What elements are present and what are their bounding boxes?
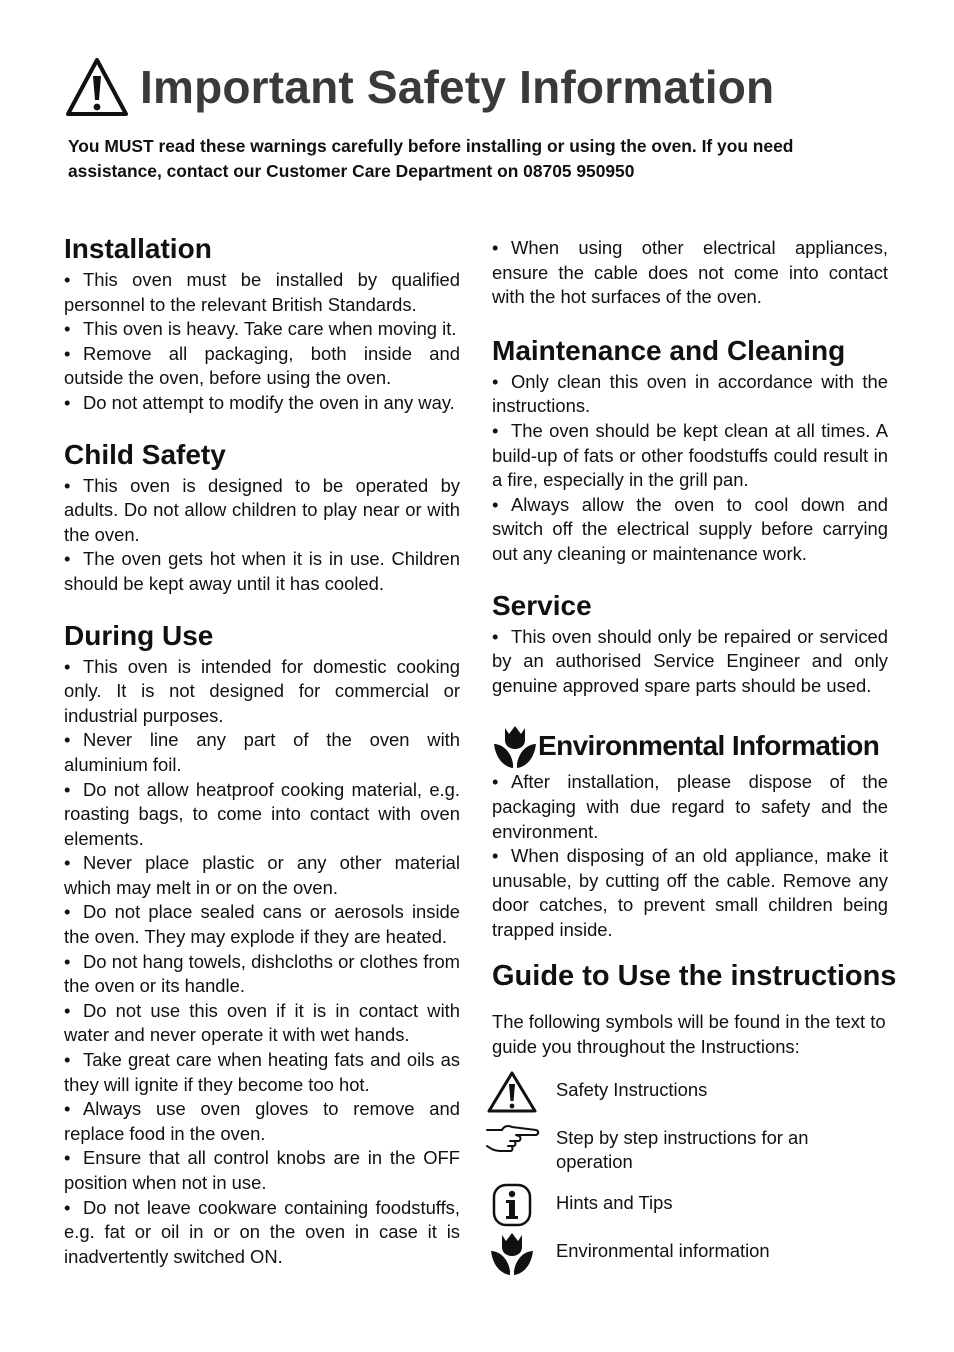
list-item: • This oven is designed to be operated by adults. Do not allow children to play near or with the oven.: [64, 474, 460, 545]
warning-triangle-icon: [486, 1070, 538, 1114]
tulip-icon: [492, 724, 538, 768]
list-item: • When using other electrical appliances, ensure the cable does not come into contact with the hot surfaces of the oven.: [492, 237, 888, 308]
bullet-list: [64, 655, 460, 1270]
guide-intro: The following symbols will be found in the text to guide you throughout the Instructions:: [492, 1011, 886, 1058]
list-item: • Do not allow heatproof cooking material, e.g. roasting bags, to come into contact with oven elements.: [64, 778, 460, 849]
maintenance-section: [492, 334, 888, 567]
bullet-list: [492, 770, 888, 942]
page-title: Important Safety Information: [140, 61, 775, 113]
list-item: • Only clean this oven in accordance with the instructions.: [492, 370, 888, 417]
guide-title: Guide to Use the instructions: [492, 960, 897, 993]
legend-label: Environmental information: [556, 1239, 770, 1261]
bullet-list: [492, 625, 888, 699]
warning-triangle-icon: [64, 56, 130, 118]
section-heading: Service: [492, 589, 592, 621]
bullet-list: [64, 474, 460, 597]
bullet-list: [64, 268, 460, 416]
list-item: • This oven must be installed by qualified personnel to the relevant British Standards.: [64, 269, 460, 315]
pointing-hand-icon: [484, 1118, 540, 1162]
child-safety-section: [64, 438, 460, 597]
list-item: • Do not leave cookware containing foodstuffs, e.g. fat or oil in or on the oven in case it is inadvertently switched ON.: [64, 1196, 460, 1267]
section-heading: Maintenance and Cleaning: [492, 334, 846, 366]
environmental-section: [492, 724, 888, 942]
legend-row-steps: [492, 1118, 888, 1175]
section-heading: Child Safety: [64, 438, 226, 470]
legend-row-environment: [492, 1231, 888, 1275]
environmental-heading-row: [492, 724, 888, 768]
list-item: • The oven should be kept clean at all times. A build-up of fats or other foodstuffs could result in a fire, especially in the grill pan.: [492, 419, 888, 491]
right-column: [492, 236, 897, 1275]
list-item: • This oven is heavy. Take care when moving it.: [64, 318, 457, 340]
section-heading: Installation: [64, 233, 212, 264]
list-item: • Always allow the oven to cool down and switch off the electrical supply before carrying out any cleaning or maintenance work.: [492, 493, 888, 564]
title-row: [64, 56, 884, 118]
section-heading: Environmental Information: [538, 730, 880, 762]
left-column: [64, 232, 460, 1291]
list-item: • Never line any part of the oven with aluminium foil.: [64, 729, 460, 775]
list-item: • Do not place sealed cans or aerosols inside the oven. They may explode if they are heated.: [64, 901, 460, 948]
page-header: [64, 56, 884, 184]
list-item: • This oven should only be repaired or serviced by an authorised Service Engineer and only genuine approved spare parts should be used.: [492, 625, 888, 696]
during-use-section: [64, 619, 460, 1270]
intro-warning: You MUST read these warnings carefully before installing or using the oven. If you need assistance, contact our Customer Care Department on 08705 950950: [68, 136, 794, 181]
service-section: [492, 589, 888, 699]
list-item: • Do not use this oven if it is in contact with water and never operate it with wet hands.: [64, 999, 460, 1046]
list-item: • Do not hang towels, dishcloths or clothes from the oven or its handle.: [64, 950, 460, 997]
list-item: • Always use oven gloves to remove and replace food in the oven.: [64, 1098, 460, 1144]
list-item: • After installation, please dispose of the packaging with due regard to safety and the environment.: [492, 771, 888, 842]
list-item: • When disposing of an old appliance, make it unusable, by cutting off the cable. Remove any door catches, to prevent small children being trapped inside.: [492, 845, 888, 940]
list-item: • Take great care when heating fats and oils as they will ignite if they become too hot.: [64, 1049, 460, 1095]
bullet-list: [492, 370, 888, 567]
installation-section: [64, 232, 460, 416]
continued-during-use: [492, 236, 888, 310]
list-item: • Never place plastic or any other material which may melt in or on the oven.: [64, 852, 460, 898]
bullet-list: [492, 236, 888, 310]
list-item: • Do not attempt to modify the oven in any way.: [64, 391, 455, 413]
legend-label: Safety Instructions: [556, 1078, 708, 1100]
list-item: • The oven gets hot when it is in use. Children should be kept away until it has cooled.: [64, 548, 460, 594]
legend-label: Hints and Tips: [556, 1191, 673, 1213]
guide-section: [492, 958, 897, 1274]
legend-label: Step by step instructions for an operation: [556, 1126, 809, 1173]
legend-row-safety: [492, 1070, 888, 1114]
section-heading: During Use: [64, 619, 214, 651]
list-item: • This oven is intended for domestic cooking only. It is not designed for commercial or industrial purposes.: [64, 655, 460, 726]
legend-row-hints: [492, 1183, 888, 1227]
list-item: • Ensure that all control knobs are in the OFF position when not in use.: [64, 1147, 460, 1193]
list-item: • Remove all packaging, both inside and outside the oven, before using the oven.: [64, 342, 460, 389]
symbol-legend: [492, 1070, 888, 1275]
info-icon: [489, 1183, 535, 1227]
tulip-icon: [489, 1231, 535, 1275]
